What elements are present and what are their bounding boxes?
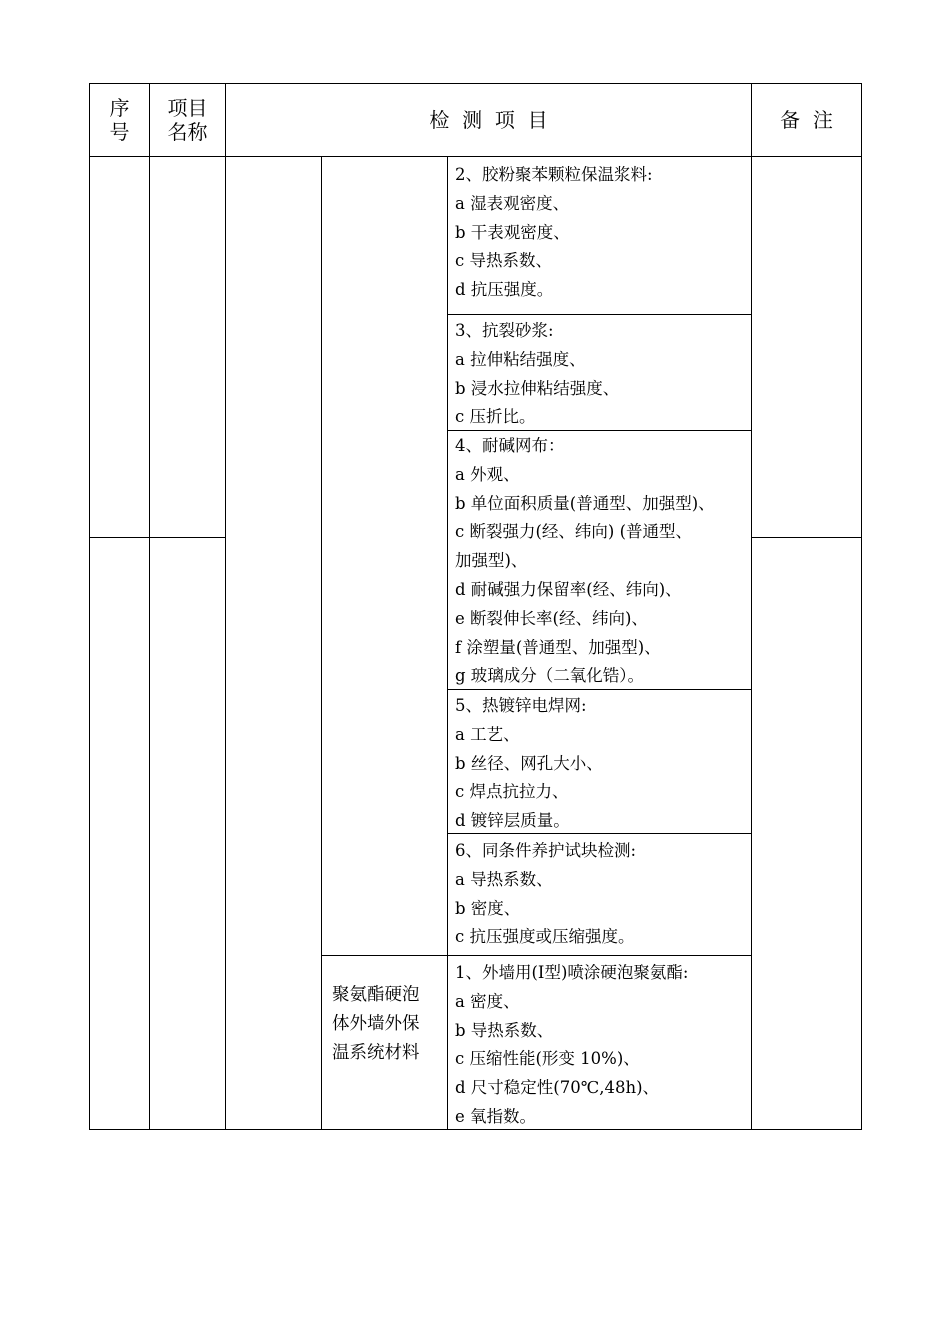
section-separator — [447, 314, 752, 315]
category-line: 体外墙外保 — [332, 1013, 420, 1034]
section-item: b 丝径、网孔大小、 — [455, 753, 603, 773]
section-item: b 导热系数、 — [455, 1020, 554, 1040]
category-line: 温系统材料 — [332, 1042, 420, 1063]
section-title: 2、胶粉聚苯颗粒保温浆料: — [455, 165, 653, 184]
header-bottom-border — [89, 156, 862, 157]
divider-subcategory — [321, 156, 322, 1130]
section-item: g 玻璃成分（二氧化锆）。 — [455, 666, 645, 686]
header-items-label: 检 测 项 目 — [429, 108, 548, 132]
category-label — [332, 981, 442, 1067]
row-split-left — [89, 537, 226, 538]
category-line: 聚氨酯硬泡 — [332, 985, 420, 1005]
section-item: c 抗压强度或压缩强度。 — [455, 927, 635, 947]
section-item: c 断裂强力(经、纬向) (普通型、 — [455, 522, 693, 542]
header-remarks-label: 备 注 — [780, 108, 833, 132]
section-title: 1、外墙用(Ⅰ型)喷涂硬泡聚氨酯: — [455, 963, 689, 982]
section-block — [455, 959, 751, 1132]
section-block — [455, 692, 751, 836]
header-remarks — [752, 84, 861, 156]
section-item: 加强型)、 — [455, 551, 528, 571]
section-title: 3、抗裂砂浆: — [455, 321, 554, 340]
divider-items-remarks — [751, 83, 752, 1130]
header-seq-line: 号 — [109, 120, 130, 144]
section-title: 4、耐碱网布： — [455, 436, 565, 455]
row-split-right — [751, 537, 862, 538]
section-block — [455, 161, 751, 305]
section-item: a 导热系数、 — [455, 869, 553, 889]
section-item: b 密度、 — [455, 898, 521, 918]
section-item: d 镀锌层质量。 — [455, 811, 570, 831]
section-item: a 密度、 — [455, 991, 520, 1011]
section-item: d 耐碱强力保留率(经、纬向)、 — [455, 579, 682, 599]
section-item: d 尺寸稳定性(70℃,48h)、 — [455, 1078, 660, 1098]
section-item: a 工艺、 — [455, 724, 520, 744]
header-name-line: 项目 — [167, 96, 208, 120]
header-seq — [90, 84, 149, 156]
header-name — [150, 84, 225, 156]
section-item: b 干表观密度、 — [455, 222, 570, 242]
table-left-border — [89, 83, 90, 1130]
section-title: 5、热镀锌电焊网: — [455, 696, 587, 715]
section-item: b 浸水拉伸粘结强度、 — [455, 378, 620, 398]
section-block — [455, 837, 751, 952]
header-seq-line: 序 — [109, 96, 130, 120]
divider-category-items — [447, 156, 448, 1130]
section-block — [455, 432, 751, 691]
section-item: c 焊点抗拉力、 — [455, 782, 569, 802]
category-separator — [321, 955, 752, 956]
header-items — [226, 84, 751, 156]
section-item: c 压折比。 — [455, 407, 536, 427]
section-item: a 拉伸粘结强度、 — [455, 349, 586, 369]
section-title: 6、同条件养护试块检测: — [455, 841, 637, 860]
section-item: c 压缩性能(形变 10%)、 — [455, 1049, 640, 1069]
section-item: f 涂塑量(普通型、加强型)、 — [455, 637, 661, 657]
section-item: e 断裂伸长率(经、纬向)、 — [455, 608, 648, 628]
section-item: b 单位面积质量(普通型、加强型)、 — [455, 493, 715, 513]
section-item: e 氧指数。 — [455, 1106, 537, 1126]
section-item: a 湿表观密度、 — [455, 193, 570, 213]
divider-name-items — [225, 83, 226, 1130]
header-name-line: 名称 — [167, 120, 208, 144]
divider-seq-name — [149, 83, 150, 1130]
table-right-border — [861, 83, 862, 1130]
section-item: a 外观、 — [455, 464, 520, 484]
section-block — [455, 317, 751, 432]
section-item: d 抗压强度。 — [455, 280, 554, 300]
section-item: c 导热系数、 — [455, 251, 552, 271]
